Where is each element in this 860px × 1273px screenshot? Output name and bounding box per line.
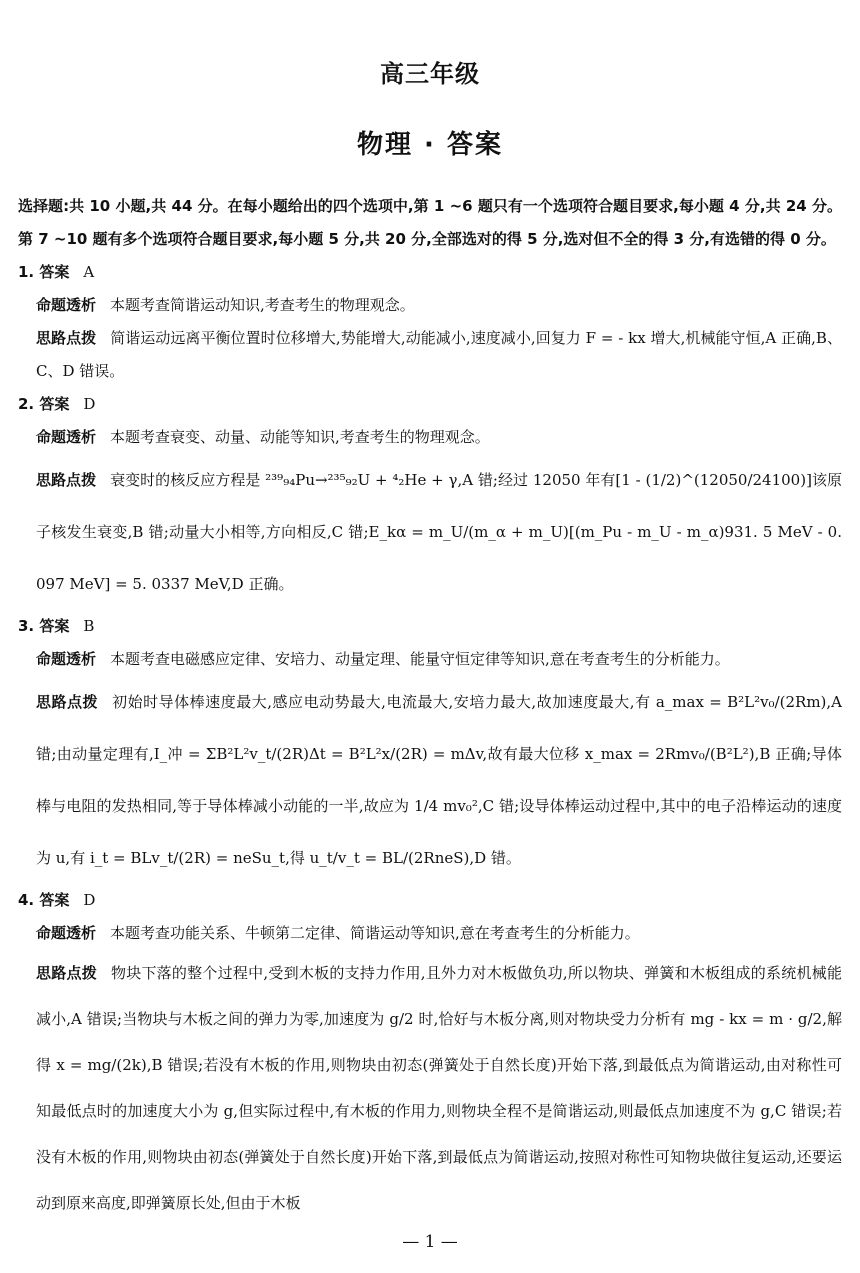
section-intro: 选择题:共 10 小题,共 44 分。在每小题给出的四个选项中,第 1 ~6 题只有一个选项符合题目要求,每小题 4 分,共 24 分。第 7 ~10 题有多个选项符合题目要求,每小题 5 分,共 20 分,全部选对的得 5 分,选对但不全的得 3 分,有选错的得 0 分。 xyxy=(18,197,842,248)
answer-label: 答案 xyxy=(39,891,70,909)
question-3 xyxy=(18,610,842,884)
hint-text: 衰变时的核反应方程是 ²³⁹₉₄Pu→²³⁵₉₂U + ⁴₂He + γ,A 错;经过 12050 年有[1 - (1/2)^(12050/24100)]该原子核发生衰变,B 错;动量大小相等,方向相反,C 错;E_kα = m_U/(m_α + m_U)[(m_Pu - m_U - m_α)931. 5 MeV - 0. 097 MeV] = 5. 0337 MeV,D 正确。 xyxy=(36,471,842,593)
hint-text: 物块下落的整个过程中,受到木板的支持力作用,且外力对木板做负功,所以物块、弹簧和木板组成的系统机械能减小,A 错误;当物块与木板之间的弹力为零,加速度为 g/2 时,恰好与木板分离,则对物块受力分析有 mg - kx = m · g/2,解得 x = mg/(2k),B 错误;若没有木板的作用,则物块由初态(弹簧处于自然长度)开始下落,到最低点为简谐运动,由对称性可知最低点时的加速度大小为 g,但实际过程中,有木板的作用力,则物块全程不是简谐运动,则最低点加速度不为 g,C 错误;若没有木板的作用,则物块由初态(弹簧处于自然长度)开始下落,到最低点为简谐运动,按照对称性可知物块做往复运动,还要运动到原来高度,即弹簧原长处,但由于木板 xyxy=(36,964,842,1212)
question-header xyxy=(18,256,842,289)
answer-value: D xyxy=(83,395,96,413)
question-header xyxy=(18,610,842,643)
analysis-row xyxy=(18,917,842,950)
analysis-label: 命题透析 xyxy=(36,428,97,446)
hint-label: 思路点拨 xyxy=(36,964,97,982)
analysis-text: 本题考查简谐运动知识,考查考生的物理观念。 xyxy=(110,296,415,314)
hint-row xyxy=(18,950,842,1226)
analysis-text: 本题考查功能关系、牛顿第二定律、简谐运动等知识,意在考查考生的分析能力。 xyxy=(110,924,640,942)
answer-content xyxy=(18,190,842,1226)
question-number: 4. xyxy=(18,891,35,909)
answer-value: A xyxy=(83,263,95,281)
analysis-label: 命题透析 xyxy=(36,296,97,314)
hint-label: 思路点拨 xyxy=(36,329,97,347)
question-1 xyxy=(18,256,842,388)
question-4 xyxy=(18,884,842,1226)
question-2 xyxy=(18,388,842,610)
analysis-row xyxy=(18,421,842,454)
answer-value: B xyxy=(83,617,95,635)
answer-label: 答案 xyxy=(39,395,70,413)
hint-row xyxy=(18,676,842,884)
question-number: 2. xyxy=(18,395,35,413)
hint-text: 初始时导体棒速度最大,感应电动势最大,电流最大,安培力最大,故加速度最大,有 a_max = B²L²v₀/(2Rm),A 错;由动量定理有,I_冲 = ΣB²L²v_t/(2R)Δt = B²L²x/(2R) = mΔv,故有最大位移 x_max = 2Rmv₀/(B²L²),B 正确;导体棒与电阻的发热相同,等于导体棒减小动能的一半,故应为 1/4 mv₀²,C 错;设导体棒运动过程中,其中的电子沿棒运动的速度为 u,有 i_t = BLv_t/(2R) = neSu_t,得 u_t/v_t = BL/(2RneS),D 错。 xyxy=(36,693,842,867)
answer-value: D xyxy=(83,891,96,909)
answer-label: 答案 xyxy=(39,617,70,635)
question-header xyxy=(18,884,842,917)
question-number: 1. xyxy=(18,263,35,281)
hint-label: 思路点拨 xyxy=(36,471,97,489)
hint-row xyxy=(18,322,842,388)
question-header xyxy=(18,388,842,421)
grade-heading: 高三年级 xyxy=(380,60,480,88)
page-title: 物理 · 答案 xyxy=(357,130,503,160)
analysis-text: 本题考查衰变、动量、动能等知识,考查考生的物理观念。 xyxy=(110,428,490,446)
analysis-row xyxy=(18,643,842,676)
hint-text: 简谐运动远离平衡位置时位移增大,势能增大,动能减小,速度减小,回复力 F = - kx 增大,机械能守恒,A 正确,B、C、D 错误。 xyxy=(36,329,842,380)
analysis-text: 本题考查电磁感应定律、安培力、动量定理、能量守恒定律等知识,意在考查考生的分析能力。 xyxy=(110,650,730,668)
page-number: — 1 — xyxy=(402,1232,458,1252)
hint-label: 思路点拨 xyxy=(36,693,99,711)
question-number: 3. xyxy=(18,617,35,635)
hint-row xyxy=(18,454,842,610)
analysis-row xyxy=(18,289,842,322)
analysis-label: 命题透析 xyxy=(36,650,97,668)
answer-label: 答案 xyxy=(39,263,70,281)
analysis-label: 命题透析 xyxy=(36,924,97,942)
